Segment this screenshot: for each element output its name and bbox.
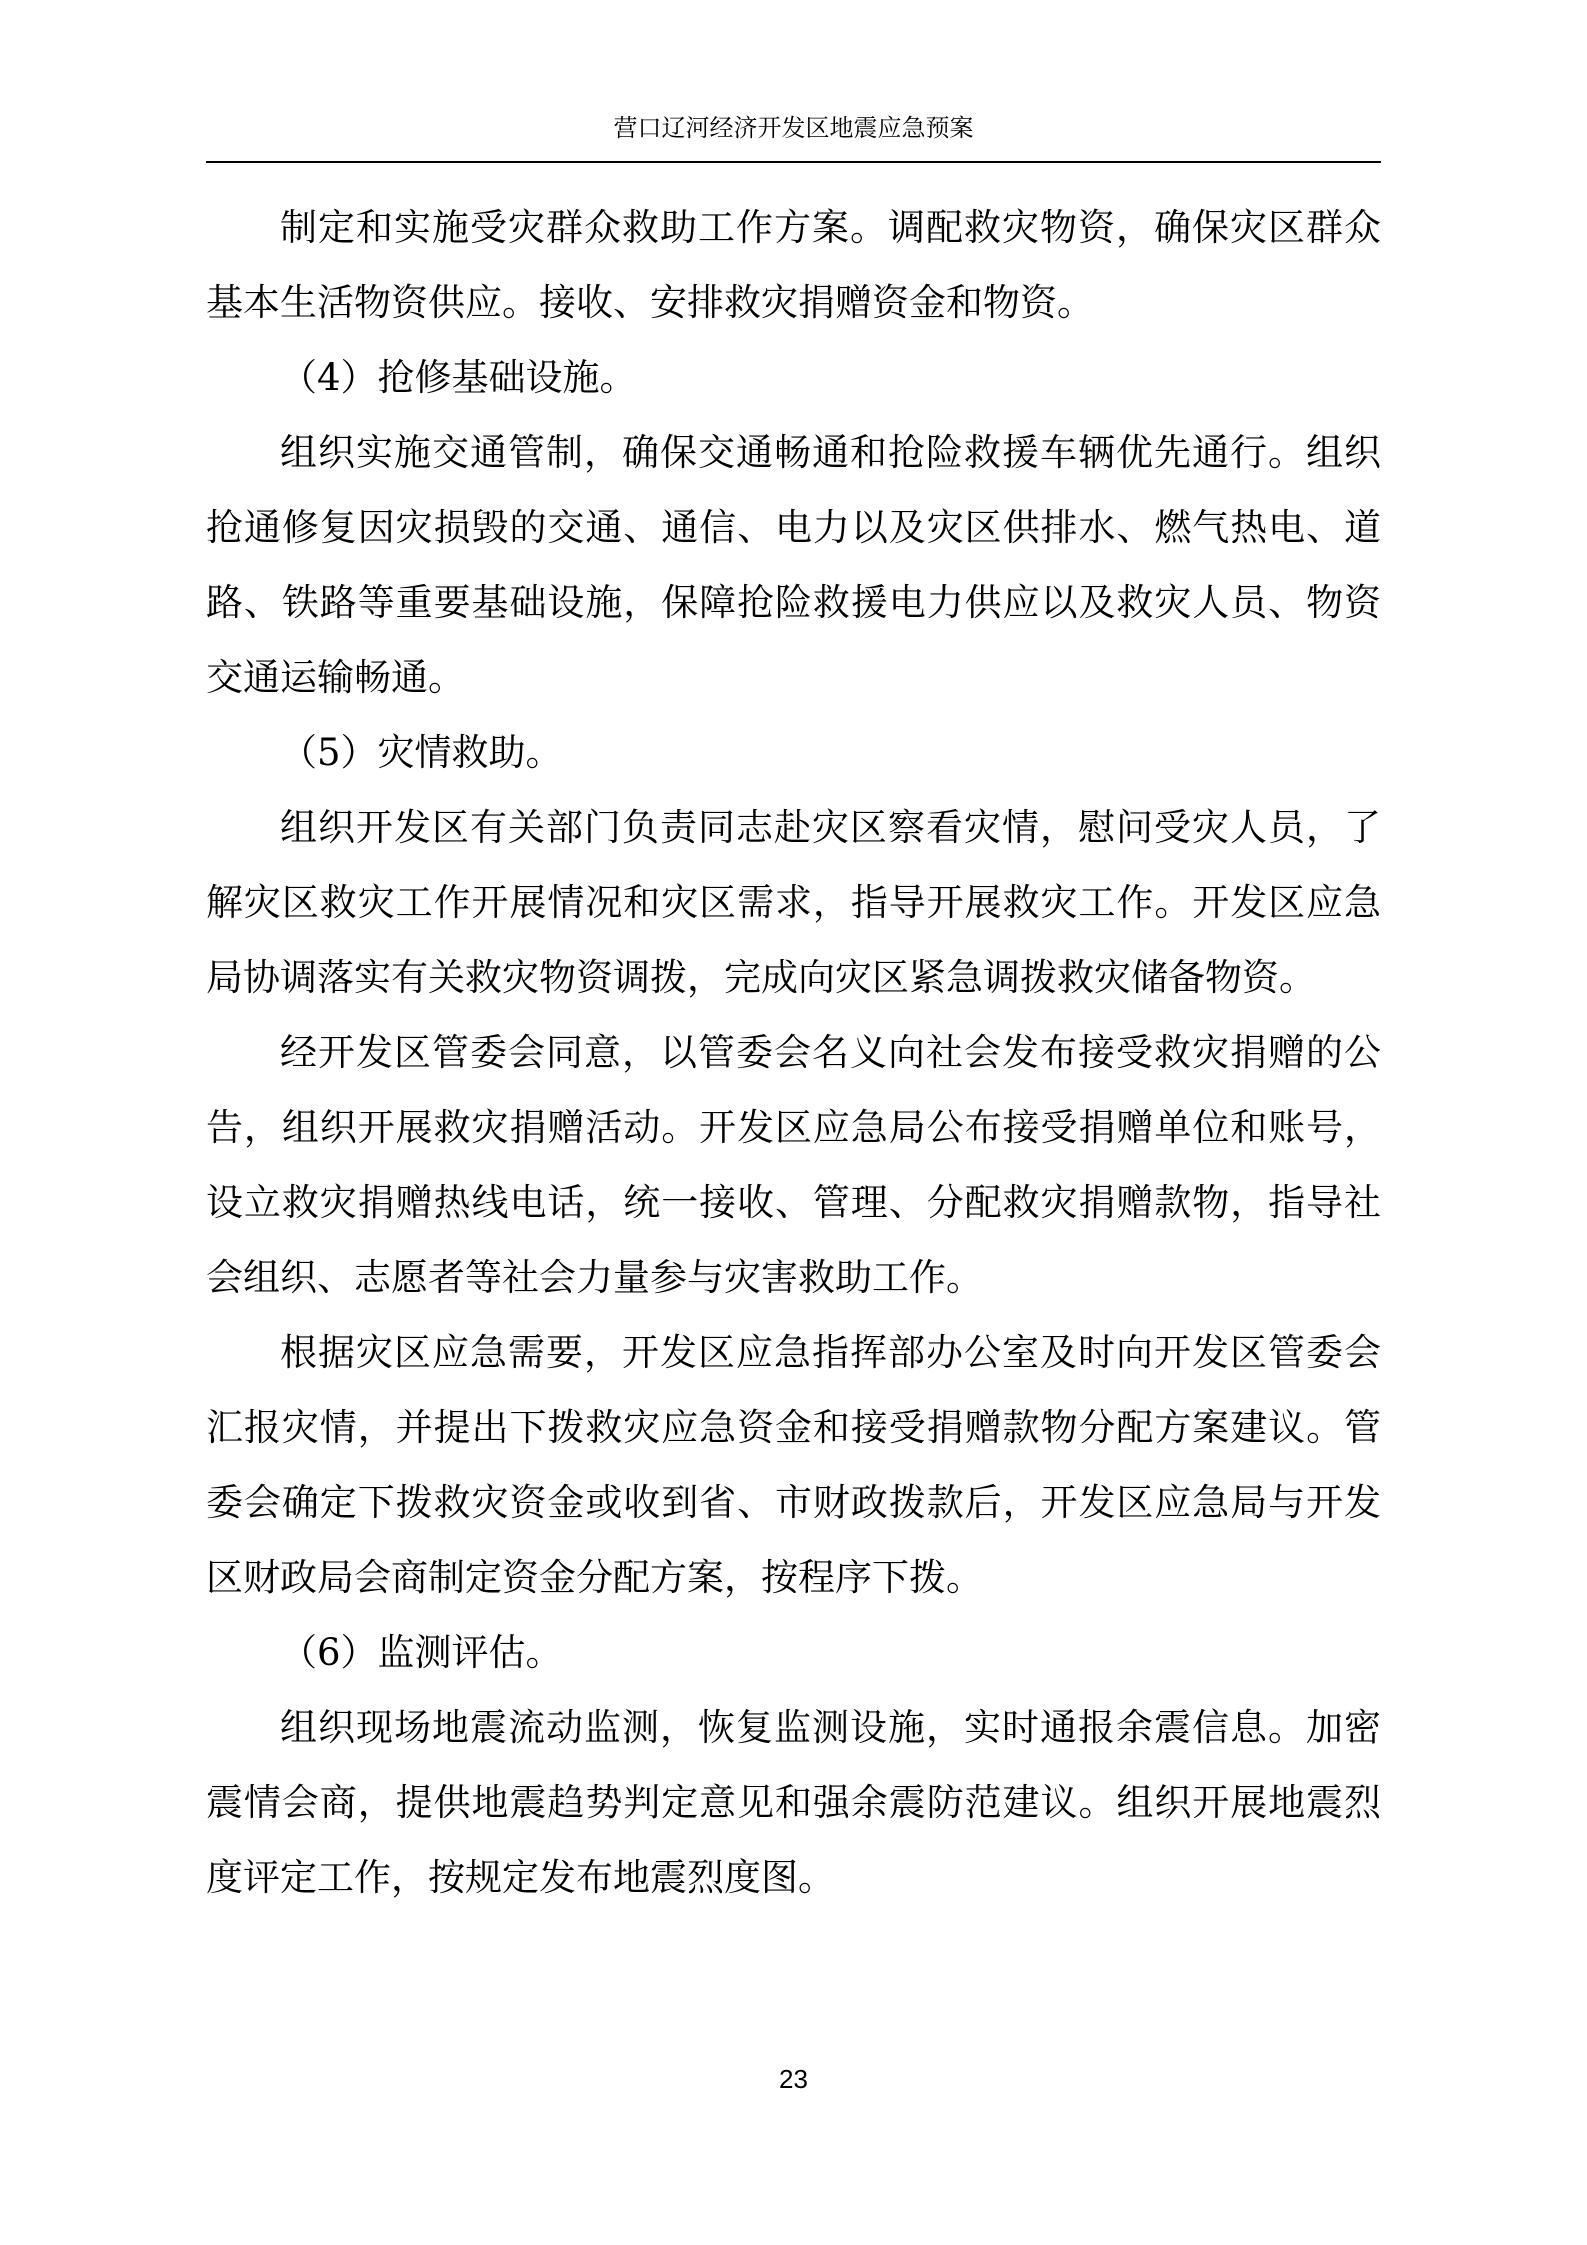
header-rule: [206, 161, 1381, 163]
page-header-title: 营口辽河经济开发区地震应急预案: [613, 114, 974, 142]
text-line: 度评定工作，按规定发布地震烈度图。: [206, 1856, 835, 1899]
text-line: 制定和实施受灾群众救助工作方案。调配救灾物资，确保灾区群众: [280, 206, 1381, 249]
text-line: （5）灾情救助。: [280, 731, 563, 774]
text-line: 解灾区救灾工作开展情况和灾区需求，指导开展救灾工作。开发区应急: [206, 881, 1381, 924]
text-line: （4）抢修基础设施。: [280, 356, 637, 399]
text-line: 路、铁路等重要基础设施，保障抢险救援电力供应以及救灾人员、物资: [206, 581, 1381, 624]
text-line: 交通运输畅通。: [206, 656, 465, 699]
text-line: 组织开发区有关部门负责同志赴灾区察看灾情，慰问受灾人员，了: [280, 806, 1381, 849]
document-body: [206, 190, 1381, 1915]
text-line: 设立救灾捐赠热线电话，统一接收、管理、分配救灾捐赠款物，指导社: [206, 1181, 1381, 1224]
text-line: 会组织、志愿者等社会力量参与灾害救助工作。: [206, 1256, 983, 1299]
text-line: 经开发区管委会同意，以管委会名义向社会发布接受救灾捐赠的公: [280, 1031, 1381, 1074]
paragraph-item-4: [206, 340, 1381, 415]
paragraph: [206, 1315, 1381, 1615]
page-number: 23: [779, 2064, 808, 2094]
paragraph: [206, 1015, 1381, 1315]
paragraph: [206, 790, 1381, 1015]
text-line: 抢通修复因灾损毁的交通、通信、电力以及灾区供排水、燃气热电、道: [206, 506, 1381, 549]
text-line: （6）监测评估。: [280, 1631, 563, 1674]
paragraph: [206, 1690, 1381, 1915]
paragraph-item-6: [206, 1615, 1381, 1690]
text-line: 组织现场地震流动监测，恢复监测设施，实时通报余震信息。加密: [280, 1706, 1381, 1749]
paragraph: [206, 415, 1381, 715]
text-line: 局协调落实有关救灾物资调拨，完成向灾区紧急调拨救灾储备物资。: [206, 956, 1316, 999]
text-line: 委会确定下拨救灾资金或收到省、市财政拨款后，开发区应急局与开发: [206, 1481, 1381, 1524]
paragraph: [206, 190, 1381, 340]
text-line: 震情会商，提供地震趋势判定意见和强余震防范建议。组织开展地震烈: [206, 1781, 1381, 1824]
text-line: 区财政局会商制定资金分配方案，按程序下拨。: [206, 1556, 983, 1599]
text-line: 根据灾区应急需要，开发区应急指挥部办公室及时向开发区管委会: [280, 1331, 1381, 1374]
text-line: 告，组织开展救灾捐赠活动。开发区应急局公布接受捐赠单位和账号，: [206, 1106, 1381, 1149]
paragraph-item-5: [206, 715, 1381, 790]
text-line: 汇报灾情，并提出下拨救灾应急资金和接受捐赠款物分配方案建议。管: [206, 1406, 1381, 1449]
text-line: 基本生活物资供应。接收、安排救灾捐赠资金和物资。: [206, 281, 1094, 324]
text-line: 组织实施交通管制，确保交通畅通和抢险救援车辆优先通行。组织: [280, 431, 1381, 474]
